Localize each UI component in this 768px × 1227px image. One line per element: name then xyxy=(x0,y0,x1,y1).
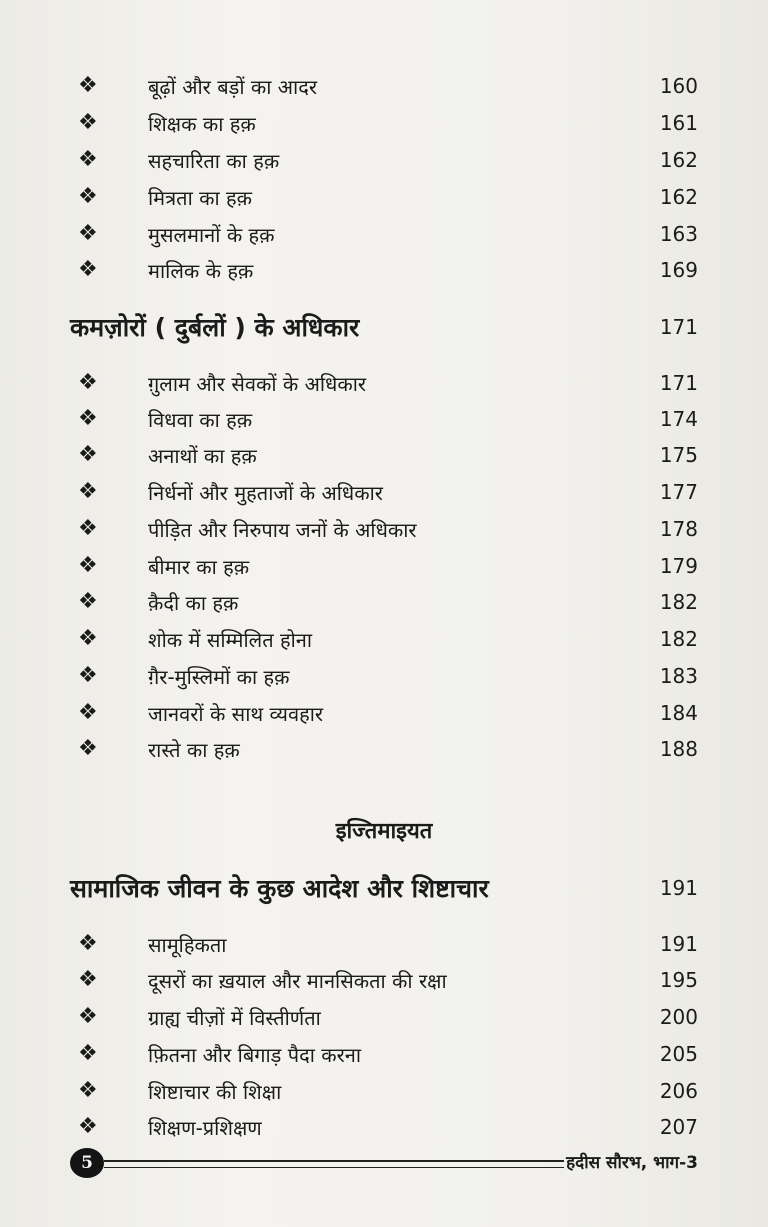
toc-entry xyxy=(78,365,698,401)
toc-entry xyxy=(78,105,698,141)
bullet-icon: ❖ xyxy=(78,442,98,467)
section-subheading: इज्तिमाइयत xyxy=(335,819,433,844)
toc-entry-page: 206 xyxy=(659,1079,698,1103)
toc-entry-label: अनाथों का हक़ xyxy=(148,443,257,468)
toc-entry-page: 182 xyxy=(659,627,698,651)
toc-entry-label: फ़ितना और बिगाड़ पैदा करना xyxy=(148,1042,362,1067)
bullet-icon: ❖ xyxy=(78,1041,98,1066)
toc-entry-page: 178 xyxy=(659,517,698,541)
toc-entry-label: शिक्षण-प्रशिक्षण xyxy=(148,1115,262,1140)
bullet-icon: ❖ xyxy=(78,736,98,761)
toc-entry-label: विधवा का हक़ xyxy=(148,407,253,432)
toc-entry-label: ग़ुलाम और सेवकों के अधिकार xyxy=(148,371,367,396)
section-heading-label: कमज़ोरों ( दुर्बलों ) के अधिकार xyxy=(70,313,360,342)
bullet-icon: ❖ xyxy=(78,516,98,541)
toc-entry xyxy=(78,926,698,962)
toc-entry-page: 191 xyxy=(659,932,698,956)
bullet-icon: ❖ xyxy=(78,931,98,956)
toc-entry-page: 183 xyxy=(659,664,698,688)
bullet-icon: ❖ xyxy=(78,967,98,992)
toc-entry-page: 200 xyxy=(659,1005,698,1029)
toc-entry xyxy=(78,179,698,215)
bullet-icon: ❖ xyxy=(78,479,98,504)
bullet-icon: ❖ xyxy=(78,700,98,725)
toc-entry xyxy=(78,511,698,547)
toc-entry-label: सहचारिता का हक़ xyxy=(148,148,280,173)
toc-entry xyxy=(78,1036,698,1072)
toc-entry-label: शोक में सम्मिलित होना xyxy=(148,627,313,652)
toc-entry-label: पीड़ित और निरुपाय जनों के अधिकार xyxy=(148,517,417,542)
toc-entry xyxy=(78,731,698,767)
toc-entry xyxy=(78,474,698,510)
bullet-icon: ❖ xyxy=(78,1078,98,1103)
toc-entry xyxy=(78,548,698,584)
section-heading-page: 171 xyxy=(659,315,698,339)
page-footer xyxy=(68,1142,698,1182)
toc-entry-label: जानवरों के साथ व्यवहार xyxy=(148,701,324,726)
toc-entry-page: 174 xyxy=(659,407,698,431)
toc-entry xyxy=(78,695,698,731)
toc-entry xyxy=(78,252,698,288)
toc-entry-label: मित्रता का हक़ xyxy=(148,185,252,210)
toc-entry-page: 163 xyxy=(659,222,698,246)
bullet-icon: ❖ xyxy=(78,1114,98,1139)
toc-entry-label: मालिक के हक़ xyxy=(148,258,254,283)
toc-entry-label: शिक्षक का हक़ xyxy=(148,111,256,136)
bullet-icon: ❖ xyxy=(78,1004,98,1029)
toc-entry-label: बीमार का हक़ xyxy=(148,554,250,579)
toc-entry-page: 179 xyxy=(659,554,698,578)
footer-rule xyxy=(104,1160,564,1168)
toc-entry xyxy=(78,584,698,620)
bullet-icon: ❖ xyxy=(78,553,98,578)
toc-entry-page: 188 xyxy=(659,737,698,761)
bullet-icon: ❖ xyxy=(78,663,98,688)
toc-entry xyxy=(78,962,698,998)
footer-book-title: हदीस सौरभ, भाग-3 xyxy=(566,1153,698,1173)
toc-entry-label: ग्राह्य चीज़ों में विस्तीर्णता xyxy=(148,1005,321,1030)
toc-entry xyxy=(78,437,698,473)
bullet-icon: ❖ xyxy=(78,370,98,395)
bullet-icon: ❖ xyxy=(78,257,98,282)
section-heading-page: 191 xyxy=(659,876,698,900)
bullet-icon: ❖ xyxy=(78,221,98,246)
toc-entry-label: बूढ़ों और बड़ों का आदर xyxy=(148,74,318,99)
toc-entry-label: मुसलमानों के हक़ xyxy=(148,222,275,247)
toc-entry-page: 184 xyxy=(659,701,698,725)
bullet-icon: ❖ xyxy=(78,73,98,98)
toc-entry xyxy=(78,658,698,694)
section-heading xyxy=(70,305,698,349)
bullet-icon: ❖ xyxy=(78,626,98,651)
toc-entry xyxy=(78,68,698,104)
toc-entry-label: दूसरों का ख़याल और मानसिकता की रक्षा xyxy=(148,968,447,993)
toc-entry-page: 160 xyxy=(659,74,698,98)
toc-entry xyxy=(78,1073,698,1109)
toc-entry-label: सामूहिकता xyxy=(148,932,227,957)
toc-entry-page: 169 xyxy=(659,258,698,282)
toc-entry xyxy=(78,142,698,178)
toc-entry xyxy=(78,621,698,657)
bullet-icon: ❖ xyxy=(78,406,98,431)
toc-entry-page: 207 xyxy=(659,1115,698,1139)
toc-entry-page: 162 xyxy=(659,185,698,209)
toc-entry-page: 171 xyxy=(659,371,698,395)
toc-entry xyxy=(78,999,698,1035)
toc-entry-page: 205 xyxy=(659,1042,698,1066)
toc-entry-label: शिष्टाचार की शिक्षा xyxy=(148,1079,282,1104)
toc-entry-page: 195 xyxy=(659,968,698,992)
toc-entry-page: 162 xyxy=(659,148,698,172)
section-heading xyxy=(70,866,698,910)
toc-entry xyxy=(78,216,698,252)
toc-entry xyxy=(78,401,698,437)
bullet-icon: ❖ xyxy=(78,110,98,135)
section-heading-label: सामाजिक जीवन के कुछ आदेश और शिष्टाचार xyxy=(70,874,489,903)
toc-entry-page: 161 xyxy=(659,111,698,135)
bullet-icon: ❖ xyxy=(78,589,98,614)
bullet-icon: ❖ xyxy=(78,184,98,209)
toc-entry xyxy=(78,1109,698,1145)
toc-entry-label: रास्ते का हक़ xyxy=(148,737,240,762)
page-number-badge: 5 xyxy=(70,1148,104,1178)
bullet-icon: ❖ xyxy=(78,147,98,172)
toc-entry-label: निर्धनों और मुहताजों के अधिकार xyxy=(148,480,383,505)
toc-entry-label: क़ैदी का हक़ xyxy=(148,590,239,615)
toc-entry-page: 175 xyxy=(659,443,698,467)
toc-entry-page: 182 xyxy=(659,590,698,614)
toc-entry-label: ग़ैर-मुस्लिमों का हक़ xyxy=(148,664,290,689)
toc-entry-page: 177 xyxy=(659,480,698,504)
